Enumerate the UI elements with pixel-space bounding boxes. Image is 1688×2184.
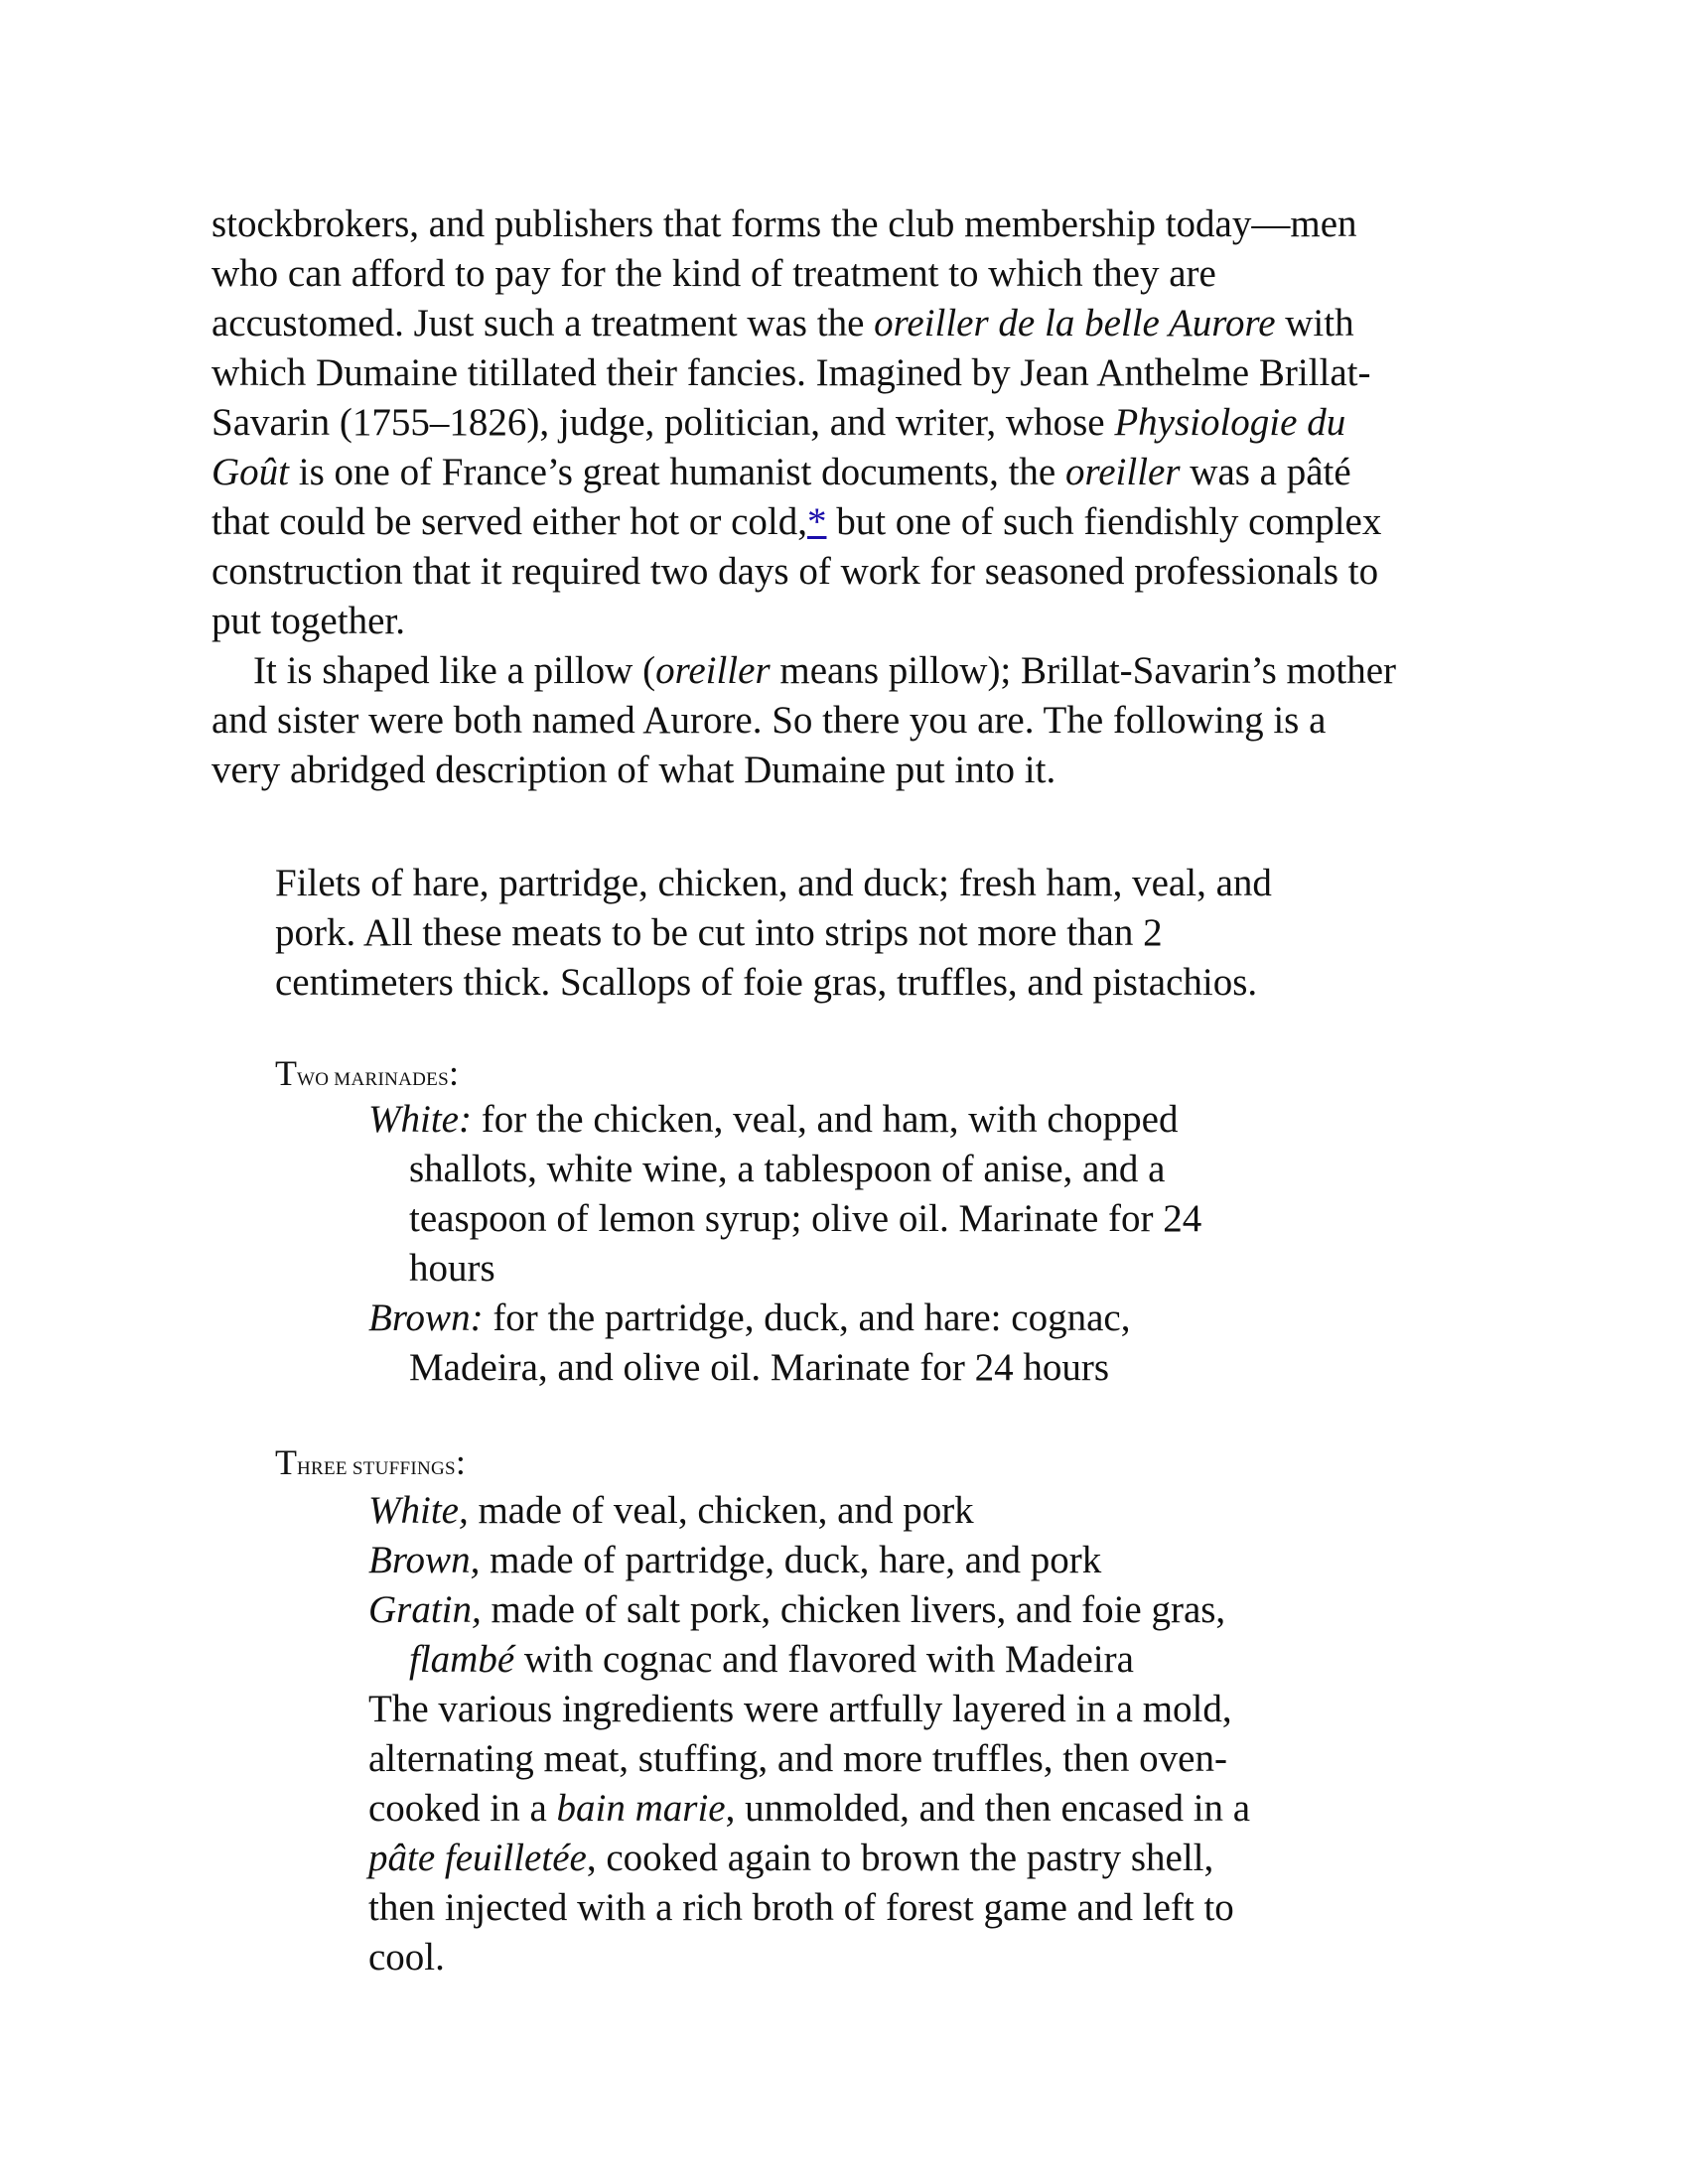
text-run: accustomed. Just such a treatment was the	[211, 302, 875, 344]
text-line	[211, 696, 1396, 746]
text-line: centimeters thick. Scallops of foie gras, truffles, and pistachios.	[275, 961, 1258, 1004]
italic-phrase: oreiller	[1064, 451, 1181, 493]
text-line: The various ingredients were artfully layered in a mold,	[368, 1688, 1232, 1730]
text-run: very abridged description of what Dumaine put into it.	[211, 749, 1056, 791]
item-label: Gratin,	[368, 1588, 482, 1631]
text-run: made of veal, chicken, and pork	[468, 1489, 974, 1532]
text-run: made of salt pork, chicken livers, and foie gras,	[481, 1588, 1226, 1631]
italic-phrase: Goût	[211, 451, 289, 493]
heading-small-caps: HREE STUFFINGS	[297, 1458, 456, 1479]
item-label: White,	[368, 1489, 469, 1532]
text-line: teaspoon of lemon syrup; olive oil. Marinate for 24	[409, 1197, 1202, 1240]
second-paragraph	[211, 646, 1396, 795]
text-run: was a pâté	[1180, 451, 1351, 493]
heading-small-caps: WO MARINADES	[297, 1069, 449, 1090]
italic-phrase: flambé	[409, 1638, 515, 1681]
text-line	[211, 646, 1396, 696]
heading-initial: T	[275, 1442, 297, 1482]
item-label: Brown:	[368, 1297, 484, 1339]
italic-phrase: oreiller de la belle Aurore	[874, 302, 1276, 344]
text-run: for the partridge, duck, and hare: cognac,	[483, 1297, 1131, 1339]
text-line	[211, 448, 1381, 497]
italic-phrase: bain marie	[556, 1787, 726, 1830]
stuffing-brown	[368, 1536, 1250, 1585]
text-line	[211, 249, 1381, 299]
text-line	[211, 398, 1381, 448]
item-label: Brown,	[368, 1539, 481, 1581]
text-run: means pillow); Brillat-Savarin’s mother	[770, 649, 1397, 692]
heading-colon: :	[455, 1442, 466, 1482]
text-line	[211, 348, 1381, 398]
text-line	[368, 1834, 1250, 1883]
text-line: then injected with a rich broth of forest game and left to	[368, 1886, 1234, 1929]
text-line: shallots, white wine, a tablespoon of anise, and a	[409, 1148, 1166, 1190]
text-run: , unmolded, and then encased in a	[725, 1787, 1251, 1830]
text-run: that could be served either hot or cold,	[211, 500, 807, 543]
text-run: , cooked again to brown the pastry shell,	[586, 1837, 1214, 1879]
ingredients-extract	[275, 859, 1272, 1008]
text-run: but one of such fiendishly complex	[826, 500, 1382, 543]
footnote-link[interactable]: *	[806, 500, 827, 543]
text-line: Madeira, and olive oil. Marinate for 24 hours	[409, 1346, 1110, 1389]
text-run: made of partridge, duck, hare, and pork	[480, 1539, 1102, 1581]
italic-phrase: oreiller	[655, 649, 771, 692]
text-line	[211, 299, 1381, 348]
text-run: cooked in a	[368, 1787, 557, 1830]
text-line	[211, 746, 1396, 795]
text-run: Savarin (1755–1826), judge, politician, and writer, whose	[211, 401, 1115, 444]
text-line	[211, 200, 1381, 249]
text-run: with cognac and flavored with Madeira	[514, 1638, 1134, 1681]
text-line	[368, 1784, 1250, 1834]
text-run: and sister were both named Aurore. So there you are. The following is a	[211, 699, 1327, 742]
text-run: is one of France’s great humanist documents, the	[289, 451, 1065, 493]
heading-initial: T	[275, 1053, 297, 1093]
text-line: Filets of hare, partridge, chicken, and duck; fresh ham, veal, and	[275, 862, 1272, 904]
text-run: which Dumaine titillated their fancies. Imagined by Jean Anthelme Brillat-	[211, 351, 1371, 394]
text-line	[368, 1635, 1250, 1685]
text-line: pork. All these meats to be cut into strips not more than 2	[275, 911, 1163, 954]
text-run: who can afford to pay for the kind of treatment to which they are	[211, 252, 1216, 295]
marinade-white	[368, 1095, 1201, 1145]
stuffing-white	[368, 1486, 1250, 1536]
intro-paragraph	[211, 200, 1381, 646]
text-line: alternating meat, stuffing, and more truffles, then oven-	[368, 1737, 1227, 1780]
text-run: with	[1275, 302, 1354, 344]
marinades-list	[368, 1095, 1201, 1393]
marinades-heading	[275, 1053, 459, 1100]
text-run: put together.	[211, 600, 405, 642]
text-run: It is shaped like a pillow (	[253, 649, 656, 692]
stuffings-list	[368, 1486, 1250, 1982]
text-line	[211, 597, 1381, 646]
item-label: White:	[368, 1098, 472, 1141]
text-line: hours	[409, 1247, 495, 1290]
stuffing-gratin	[368, 1585, 1250, 1635]
text-run: stockbrokers, and publishers that forms the club membership today—men	[211, 203, 1357, 245]
italic-phrase: pâte feuilletée	[368, 1837, 587, 1879]
text-run: construction that it required two days of work for seasoned professionals to	[211, 550, 1379, 593]
stuffings-heading	[275, 1442, 466, 1489]
italic-phrase: Physiologie du	[1114, 401, 1346, 444]
text-line: cool.	[368, 1936, 445, 1979]
text-line	[211, 547, 1381, 597]
text-run: for the chicken, veal, and ham, with chopped	[471, 1098, 1179, 1141]
text-line	[211, 497, 1381, 547]
heading-colon: :	[448, 1053, 459, 1093]
marinade-brown	[368, 1294, 1201, 1343]
